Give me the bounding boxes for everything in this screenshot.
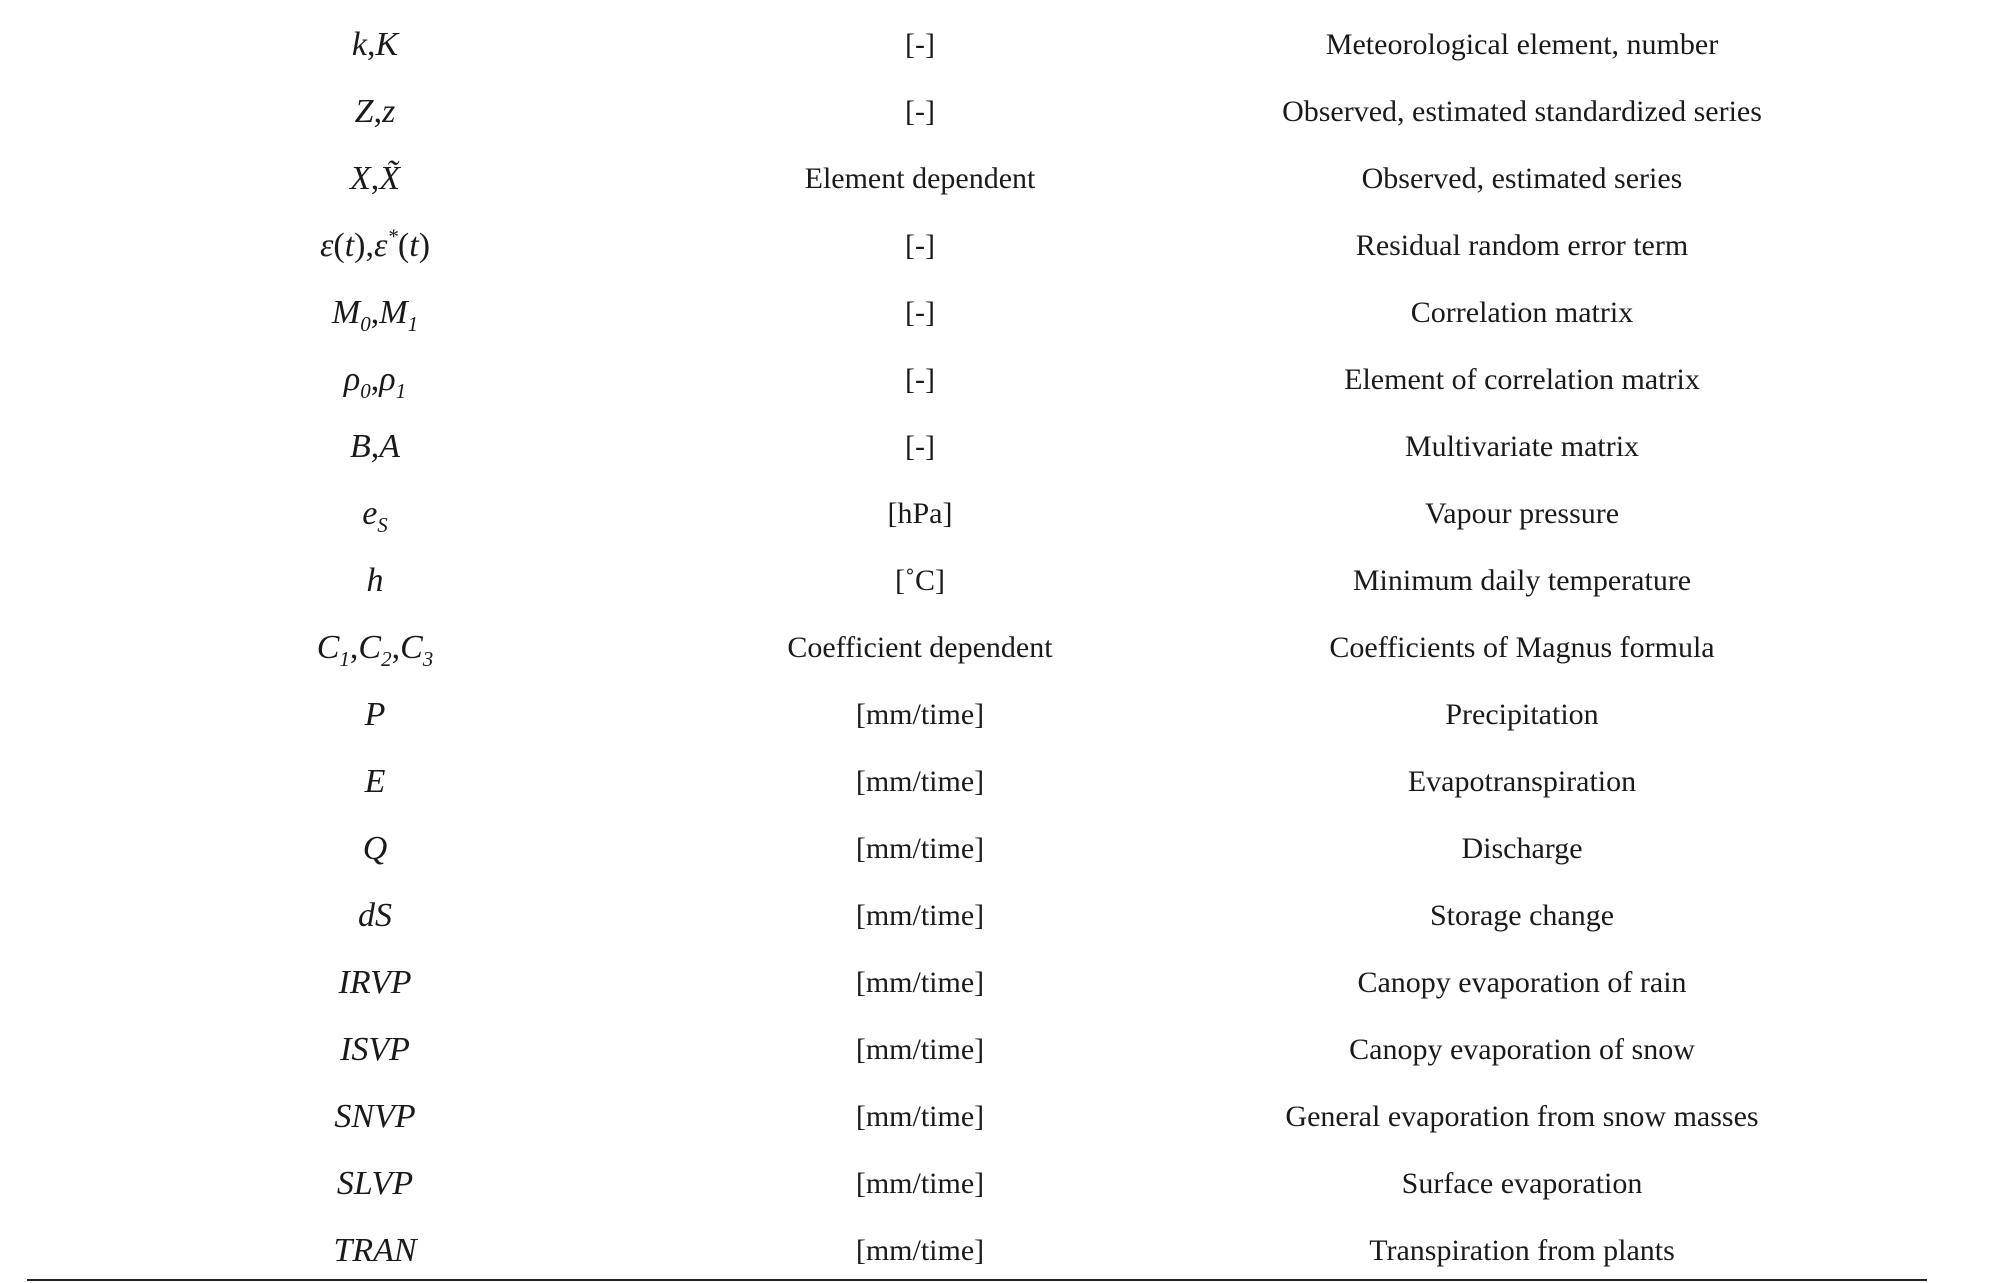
symbol-cell bbox=[340, 1020, 410, 1080]
description-cell: Coefficients of Magnus formula bbox=[1329, 631, 1715, 664]
symbol-part: SLVP bbox=[336, 1165, 414, 1202]
symbol-part: , bbox=[391, 629, 401, 666]
table-row bbox=[0, 216, 2004, 276]
symbol-part: , bbox=[370, 428, 380, 465]
unit-cell: [mm/time] bbox=[855, 1234, 985, 1267]
symbol-cell bbox=[332, 283, 418, 343]
description-cell: Transpiration from plants bbox=[1369, 1234, 1675, 1267]
symbol-cell bbox=[363, 819, 388, 879]
unit-cell: [˚C] bbox=[895, 564, 945, 597]
symbol-part: P bbox=[364, 696, 386, 733]
symbol-cell bbox=[362, 484, 388, 544]
symbol-part: X bbox=[349, 160, 371, 197]
symbol-subscript: 1 bbox=[395, 378, 407, 403]
table-row bbox=[0, 283, 2004, 343]
symbol-cell bbox=[333, 1221, 416, 1281]
symbol-cell bbox=[355, 82, 396, 142]
symbol-cell bbox=[317, 618, 434, 678]
symbol-part: ISVP bbox=[340, 1031, 410, 1068]
unit-cell: [-] bbox=[905, 430, 935, 463]
description-cell: Residual random error term bbox=[1355, 229, 1689, 262]
table-row bbox=[0, 350, 2004, 410]
description-cell: Minimum daily temperature bbox=[1352, 564, 1692, 597]
symbol-part: dS bbox=[358, 897, 392, 934]
symbol-cell bbox=[320, 216, 430, 276]
description-cell: Element of correlation matrix bbox=[1344, 363, 1700, 396]
symbol-subscript: 3 bbox=[422, 646, 434, 671]
symbol-part: ( bbox=[333, 227, 345, 264]
symbol-subscript: 0 bbox=[360, 311, 371, 336]
table-bottom-rule bbox=[27, 1279, 1927, 1281]
symbol-part: K bbox=[375, 26, 399, 63]
symbol-part: , bbox=[370, 294, 380, 331]
symbol-subscript: 1 bbox=[339, 646, 350, 671]
unit-cell: [-] bbox=[905, 296, 935, 329]
table-row bbox=[0, 551, 2004, 611]
symbol-part: , bbox=[366, 26, 376, 63]
symbol-part: , bbox=[373, 93, 383, 130]
table-row bbox=[0, 1087, 2004, 1147]
table-row bbox=[0, 1221, 2004, 1281]
table-row bbox=[0, 685, 2004, 745]
symbol-cell bbox=[350, 417, 400, 477]
symbol-part: SNVP bbox=[334, 1098, 416, 1135]
unit-cell: [mm/time] bbox=[855, 1033, 985, 1066]
symbol-cell bbox=[352, 15, 398, 75]
symbol-part: ε bbox=[374, 227, 388, 264]
symbol-subscript: 0 bbox=[360, 378, 371, 403]
unit-cell: [mm/time] bbox=[855, 1100, 985, 1133]
symbol-part: C bbox=[400, 629, 423, 666]
description-cell: Precipitation bbox=[1445, 698, 1599, 731]
symbol-part: M bbox=[379, 294, 408, 331]
unit-cell: [-] bbox=[905, 28, 935, 61]
symbol-part: TRAN bbox=[333, 1232, 417, 1269]
symbol-part: A bbox=[379, 428, 401, 465]
table-row bbox=[0, 618, 2004, 678]
description-cell: Meteorological element, number bbox=[1325, 28, 1719, 61]
table-row bbox=[0, 484, 2004, 544]
symbol-part: t bbox=[409, 227, 419, 264]
table-row bbox=[0, 149, 2004, 209]
description-cell: Multivariate matrix bbox=[1404, 430, 1640, 463]
symbol-part: ), bbox=[354, 227, 374, 264]
table-row bbox=[0, 417, 2004, 477]
symbol-part: ρ bbox=[379, 361, 396, 398]
description-cell: Canopy evaporation of snow bbox=[1349, 1033, 1695, 1066]
description-cell: Discharge bbox=[1461, 832, 1583, 865]
symbol-part: k bbox=[351, 26, 367, 63]
table-row bbox=[0, 953, 2004, 1013]
symbol-part: , bbox=[349, 629, 359, 666]
symbol-part: Q bbox=[362, 830, 388, 867]
unit-cell: Element dependent bbox=[804, 162, 1036, 195]
symbol-part: ) bbox=[418, 227, 431, 264]
symbol-cell bbox=[344, 350, 406, 410]
table-row bbox=[0, 1154, 2004, 1214]
unit-cell: [-] bbox=[905, 229, 935, 262]
symbol-part: , bbox=[370, 361, 380, 398]
description-cell: General evaporation from snow masses bbox=[1285, 1100, 1759, 1133]
symbol-part: M bbox=[331, 294, 361, 331]
description-cell: Evapotranspiration bbox=[1407, 765, 1637, 798]
unit-cell: [-] bbox=[905, 363, 935, 396]
symbol-part: ε bbox=[319, 227, 334, 264]
symbol-cell bbox=[337, 1154, 413, 1214]
symbol-part: ( bbox=[397, 227, 410, 264]
table-row bbox=[0, 1020, 2004, 1080]
unit-cell: [mm/time] bbox=[855, 966, 985, 999]
description-cell: Observed, estimated standardized series bbox=[1282, 95, 1762, 128]
symbol-cell bbox=[350, 149, 400, 209]
symbol-part: C bbox=[316, 629, 340, 666]
table-row bbox=[0, 15, 2004, 75]
symbol-part: C bbox=[358, 629, 382, 666]
description-cell: Storage change bbox=[1429, 899, 1615, 932]
table-row bbox=[0, 886, 2004, 946]
symbol-superscript: * bbox=[387, 224, 398, 249]
symbol-part: t bbox=[344, 227, 355, 264]
description-cell: Vapour pressure bbox=[1424, 497, 1620, 530]
symbol-part: h bbox=[366, 562, 384, 599]
symbol-part: Z bbox=[354, 93, 374, 130]
symbol-cell bbox=[338, 953, 411, 1013]
symbol-subscript: 2 bbox=[381, 646, 392, 671]
table-row bbox=[0, 819, 2004, 879]
unit-cell: [mm/time] bbox=[855, 698, 985, 731]
symbol-cell bbox=[365, 752, 386, 812]
unit-cell: Coefficient dependent bbox=[787, 631, 1053, 664]
symbol-part: IRVP bbox=[338, 964, 412, 1001]
symbol-cell bbox=[358, 886, 392, 946]
symbol-part: z bbox=[382, 93, 396, 130]
symbol-part: , bbox=[370, 160, 380, 197]
table-row bbox=[0, 752, 2004, 812]
symbol-part: X̃ bbox=[379, 160, 401, 197]
unit-cell: [hPa] bbox=[887, 497, 953, 530]
unit-cell: [mm/time] bbox=[855, 765, 985, 798]
unit-cell: [mm/time] bbox=[855, 832, 985, 865]
symbol-cell bbox=[365, 685, 386, 745]
description-cell: Observed, estimated series bbox=[1361, 162, 1683, 195]
symbol-cell bbox=[367, 551, 384, 611]
unit-cell: [-] bbox=[905, 95, 935, 128]
symbol-cell bbox=[334, 1087, 415, 1147]
unit-cell: [mm/time] bbox=[855, 1167, 985, 1200]
symbol-part: e bbox=[362, 495, 378, 532]
symbol-subscript: S bbox=[377, 512, 388, 537]
symbol-part: ρ bbox=[343, 361, 361, 398]
table-row bbox=[0, 82, 2004, 142]
symbol-subscript: 1 bbox=[407, 311, 419, 336]
description-cell: Surface evaporation bbox=[1401, 1167, 1643, 1200]
unit-cell: [mm/time] bbox=[855, 899, 985, 932]
description-cell: Correlation matrix bbox=[1410, 296, 1634, 329]
symbol-part: E bbox=[364, 763, 386, 800]
description-cell: Canopy evaporation of rain bbox=[1357, 966, 1687, 999]
symbol-part: B bbox=[349, 428, 371, 465]
